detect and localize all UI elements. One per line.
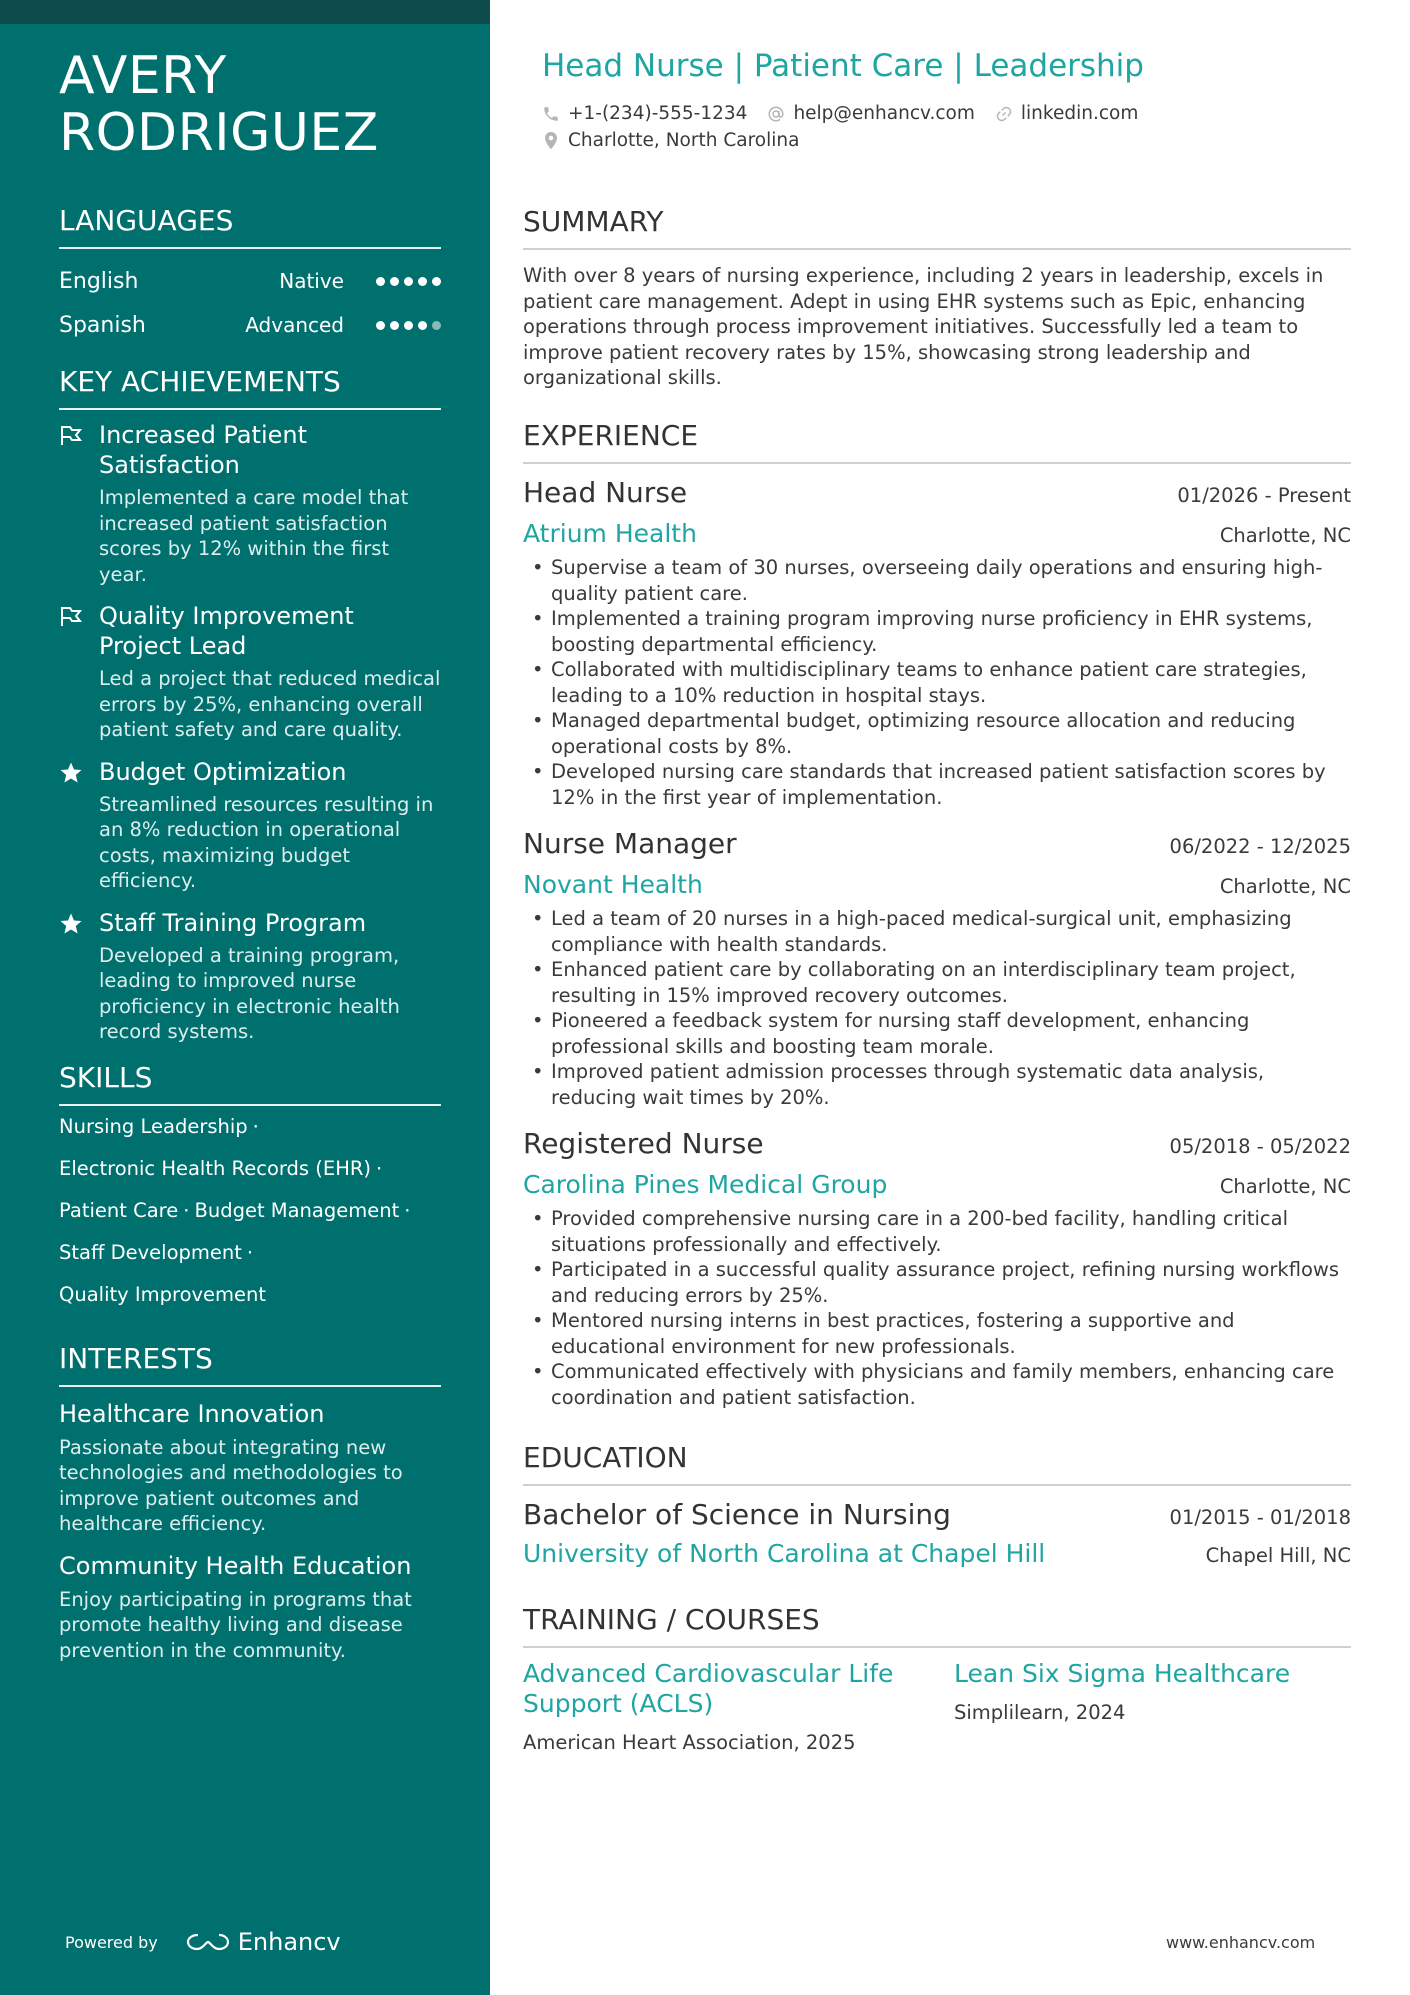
skills-row — [59, 1190, 441, 1232]
achievement-desc: Developed a training program, leading to improved nurse proficiency in electronic health record systems. — [99, 943, 400, 1043]
summary-text: With over 8 years of nursing experience, including 2 years in leadership, excels in patient care management. Adept in using EHR systems such as Epic, enhancing operations through process improvement initiatives. Successfully led a team to improve patient recovery rates by 15%, showcasing strong leadership and organizational skills. — [523, 264, 1324, 389]
enhancv-logo[interactable] — [186, 1928, 341, 1956]
enhancv-brand: Enhancv — [237, 1928, 341, 1956]
achievement-title: Budget Optimization — [99, 757, 347, 786]
job-entry — [523, 476, 1351, 810]
course-item — [523, 1659, 913, 1754]
bullet-item: • Managed departmental budget, optimizing resource allocation and reducing operational costs by 8%. — [523, 708, 1351, 759]
skill-separator: · — [252, 1114, 259, 1138]
interest-title: Community Health Education — [59, 1551, 412, 1580]
flag-icon — [59, 601, 99, 743]
headline: Head Nurse | Patient Care | Leadership — [542, 48, 1144, 84]
bullet-item: • Implemented a training program improving nurse proficiency in EHR systems, boosting departmental efficiency. — [523, 606, 1351, 657]
job-bullets — [523, 1206, 1351, 1410]
location-pin-icon — [542, 131, 560, 151]
language-rating — [376, 277, 441, 286]
job-dates: 05/2018 - 05/2022 — [1169, 1135, 1351, 1158]
phone-text: +1-(234)-555-1234 — [568, 103, 748, 124]
course-title: Advanced Cardiovascular Life Support (ACLS) — [523, 1659, 894, 1718]
company-name: Novant Health — [523, 870, 703, 899]
enhancv-logo-icon — [186, 1931, 230, 1953]
achievement-desc: Streamlined resources resulting in an 8% reduction in operational costs, maximizing budget efficiency. — [99, 792, 434, 892]
school-location: Chapel Hill, NC — [1205, 1544, 1351, 1567]
bullet-item: • Supervise a team of 30 nurses, overseeing daily operations and ensuring high-quality patient care. — [523, 555, 1351, 606]
education-entry — [523, 1498, 1351, 1569]
skills-heading: SKILLS — [59, 1061, 441, 1106]
job-entry — [523, 827, 1351, 1110]
achievements-section — [59, 365, 441, 1045]
skills-row — [59, 1106, 441, 1148]
language-name: Spanish — [59, 312, 146, 338]
language-item — [59, 259, 441, 303]
bullet-item: • Communicated effectively with physicians and family members, enhancing care coordination and patient satisfaction. — [523, 1359, 1351, 1410]
email-contact[interactable] — [767, 103, 974, 124]
footer-url[interactable]: www.enhancv.com — [1166, 1933, 1316, 1952]
achievement-desc: Implemented a care model that increased patient satisfaction scores by 12% within the first year. — [99, 486, 409, 586]
rating-dot — [404, 321, 413, 330]
skills-section — [59, 1061, 441, 1316]
location-contact — [542, 130, 799, 151]
job-title: Registered Nurse — [523, 1127, 764, 1160]
interests-section — [59, 1342, 441, 1664]
star-icon — [59, 757, 99, 894]
name-line-1: AVERY — [59, 46, 227, 106]
bullet-item: • Developed nursing care standards that increased patient satisfaction scores by 12% in the first year of implementation. — [523, 759, 1351, 810]
job-title: Nurse Manager — [523, 827, 737, 860]
achievement-item — [59, 908, 441, 1045]
star-icon — [59, 908, 99, 1045]
bullet-item: • Led a team of 20 nurses in a high-paced medical-surgical unit, emphasizing compliance with health standards. — [523, 906, 1351, 957]
rating-dot — [390, 277, 399, 286]
bullet-item: • Improved patient admission processes through systematic data analysis, reducing wait times by 20%. — [523, 1059, 1351, 1110]
job-location: Charlotte, NC — [1219, 524, 1351, 547]
skill-tag: Electronic Health Records (EHR) — [59, 1156, 372, 1180]
linkedin-text: linkedin.com — [1020, 103, 1139, 124]
interest-desc: Passionate about integrating new technologies and methodologies to improve patient outcomes and healthcare efficiency. — [59, 1435, 403, 1535]
achievement-item — [59, 420, 441, 587]
bullet-item: • Mentored nursing interns in best practices, fostering a supportive and educational environment for new professionals. — [523, 1308, 1351, 1359]
sidebar-top-bar — [0, 0, 490, 24]
skill-separator: · — [246, 1240, 254, 1264]
email-text: help@enhancv.com — [793, 103, 975, 124]
at-icon — [767, 105, 785, 123]
bullet-item: • Participated in a successful quality assurance project, refining nursing workflows and reducing errors by 25%. — [523, 1257, 1351, 1308]
language-level: Advanced — [245, 313, 344, 337]
rating-dot — [418, 321, 427, 330]
job-location: Charlotte, NC — [1219, 1175, 1351, 1198]
bullet-item: • Enhanced patient care by collaborating on an interdisciplinary team project, resulting in 15% improved recovery outcomes. — [523, 957, 1351, 1008]
education-dates: 01/2015 - 01/2018 — [1169, 1506, 1351, 1529]
phone-contact[interactable] — [542, 103, 747, 124]
location-text: Charlotte, North Carolina — [568, 130, 800, 151]
achievement-title: Quality Improvement Project Lead — [99, 602, 354, 660]
achievement-item — [59, 601, 441, 743]
rating-dot — [390, 321, 399, 330]
rating-dot — [376, 277, 385, 286]
job-dates: 06/2022 - 12/2025 — [1169, 835, 1351, 858]
training-heading: TRAINING / COURSES — [523, 1603, 1351, 1648]
bullet-item: • Pioneered a feedback system for nursing staff development, enhancing professional skills and boosting team morale. — [523, 1008, 1351, 1059]
job-bullets — [523, 555, 1351, 810]
rating-dot — [418, 277, 427, 286]
name-line-2: RODRIGUEZ — [59, 103, 379, 163]
summary-heading: SUMMARY — [523, 205, 1351, 250]
phone-icon — [542, 105, 560, 123]
interests-heading: INTERESTS — [59, 1342, 441, 1387]
skills-row — [59, 1274, 441, 1316]
course-title: Lean Six Sigma Healthcare — [954, 1659, 1291, 1688]
bullet-item: • Provided comprehensive nursing care in a 200-bed facility, handling critical situations professionally and effectively. — [523, 1206, 1351, 1257]
achievements-heading: KEY ACHIEVEMENTS — [59, 365, 441, 410]
powered-by — [65, 1928, 341, 1956]
experience-heading: EXPERIENCE — [523, 419, 1351, 464]
achievement-desc: Led a project that reduced medical errors by 25%, enhancing overall patient safety and care quality. — [99, 667, 441, 741]
job-dates: 01/2026 - Present — [1177, 484, 1351, 507]
education-heading: EDUCATION — [523, 1441, 1351, 1486]
languages-heading: LANGUAGES — [59, 204, 441, 249]
degree: Bachelor of Science in Nursing — [523, 1498, 951, 1531]
languages-section — [59, 204, 441, 347]
course-meta: Simplilearn, 2024 — [954, 1701, 1126, 1724]
sidebar — [0, 0, 490, 1995]
job-location: Charlotte, NC — [1219, 875, 1351, 898]
skill-separator: · — [404, 1198, 411, 1222]
skills-row — [59, 1232, 441, 1274]
language-level: Native — [279, 269, 344, 293]
language-rating — [376, 321, 441, 330]
linkedin-contact[interactable] — [995, 103, 1138, 124]
job-bullets — [523, 906, 1351, 1110]
link-icon — [995, 105, 1013, 123]
skills-row — [59, 1148, 441, 1190]
contact-info — [542, 100, 1158, 154]
job-entry — [523, 1127, 1351, 1410]
interest-title: Healthcare Innovation — [59, 1399, 325, 1428]
language-name: English — [59, 268, 139, 294]
rating-dot — [376, 321, 385, 330]
course-item — [954, 1659, 1351, 1724]
language-item — [59, 303, 441, 347]
company-name: Atrium Health — [523, 519, 697, 548]
rating-dot — [404, 277, 413, 286]
powered-by-label: Powered by — [65, 1932, 158, 1952]
skill-tag: Patient Care — [59, 1198, 179, 1222]
skill-separator: · — [183, 1198, 190, 1222]
achievement-title: Increased Patient Satisfaction — [99, 421, 307, 479]
course-meta: American Heart Association, 2025 — [523, 1731, 856, 1754]
interest-desc: Enjoy participating in programs that promote healthy living and disease prevention in the community. — [59, 1587, 412, 1662]
company-name: Carolina Pines Medical Group — [523, 1170, 888, 1199]
skill-tag: Staff Development — [59, 1240, 242, 1264]
achievement-title: Staff Training Program — [99, 908, 367, 937]
skill-tag: Nursing Leadership — [59, 1114, 248, 1138]
candidate-name — [59, 48, 441, 162]
achievement-item — [59, 757, 441, 894]
rating-dot — [432, 277, 441, 286]
flag-icon — [59, 420, 99, 587]
skill-tag: Budget Management — [194, 1198, 400, 1222]
skill-separator: · — [376, 1156, 383, 1180]
job-title: Head Nurse — [523, 476, 688, 509]
school-name: University of North Carolina at Chapel Hill — [523, 1539, 1046, 1568]
skill-tag: Quality Improvement — [59, 1282, 267, 1306]
rating-dot-empty — [432, 321, 441, 330]
bullet-item: • Collaborated with multidisciplinary teams to enhance patient care strategies, leading to a 10% reduction in hospital stays. — [523, 657, 1351, 708]
